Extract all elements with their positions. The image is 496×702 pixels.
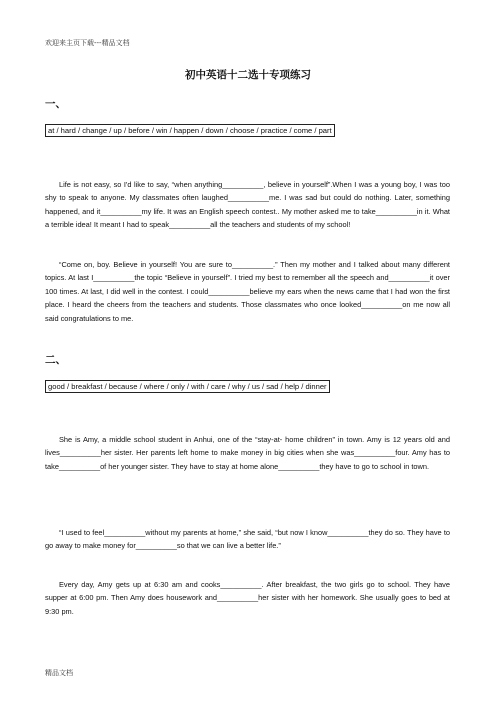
- passage-2-paragraph-1: She is Amy, a middle school student in Anhui, one of the “stay-at- home children” in town. Amy is 12 years old and lives__________her sister. Her parents left home to make money in big cities when she was__________four. Amy has to take__________of her younger sister. They have to stay at home alone__________they have to go to school in town.: [45, 435, 450, 471]
- passage-1-paragraph-1: Life is not easy, so I'd like to say, “when anything__________, believe in yourself”.When I was a young boy, I was too shy to speak to anyone. My classmates often laughed__________me. I was sad but could do nothing. Later, something happened, and it__________my life. It was an English speech contest.. My mother asked me to take__________in it. What a terrible idea! It meant I had to speak__________all the teachers and students of my school!: [45, 180, 450, 230]
- passage-2-paragraph-2: “I used to feel__________without my parents at home,” she said, “but now I know__________they do so. They have to go away to make money for__________so that we can live a better life.”: [45, 528, 450, 551]
- passage-2-paragraph-3: Every day, Amy gets up at 6:30 am and cooks__________. After breakfast, the two girls go to school. They have supper at 6:00 pm. Then Amy does housework and__________her sister with her homework. She usually goes to bed at 9:30 pm.: [45, 580, 450, 616]
- page-title: 初中英语十二选十专项练习: [185, 69, 311, 81]
- page-footer-note: 精品文档: [45, 669, 73, 677]
- passage-1-paragraph-2: “Come on, boy. Believe in yourself! You are sure to__________.” Then my mother and I talked about many different topics. At last I__________the topic “Believe in yourself”. I tried my best to remember all the speech and__________it over 100 times. At last, I did well in the contest. I could__________believe my ears when the news came that I had won the first place. I heard the cheers from the teachers and students. Those classmates who once looked__________on me now all said congratulations to me.: [45, 260, 450, 323]
- word-bank-2: good / breakfast / because / where / only / with / care / why / us / sad / help / dinner: [45, 380, 330, 393]
- page-header-note: 欢迎来主页下载---精品文档: [45, 39, 130, 47]
- section-heading-2: 二、: [45, 354, 66, 366]
- word-bank-1: at / hard / change / up / before / win / happen / down / choose / practice / come / part: [45, 124, 335, 137]
- section-heading-1: 一、: [45, 98, 66, 110]
